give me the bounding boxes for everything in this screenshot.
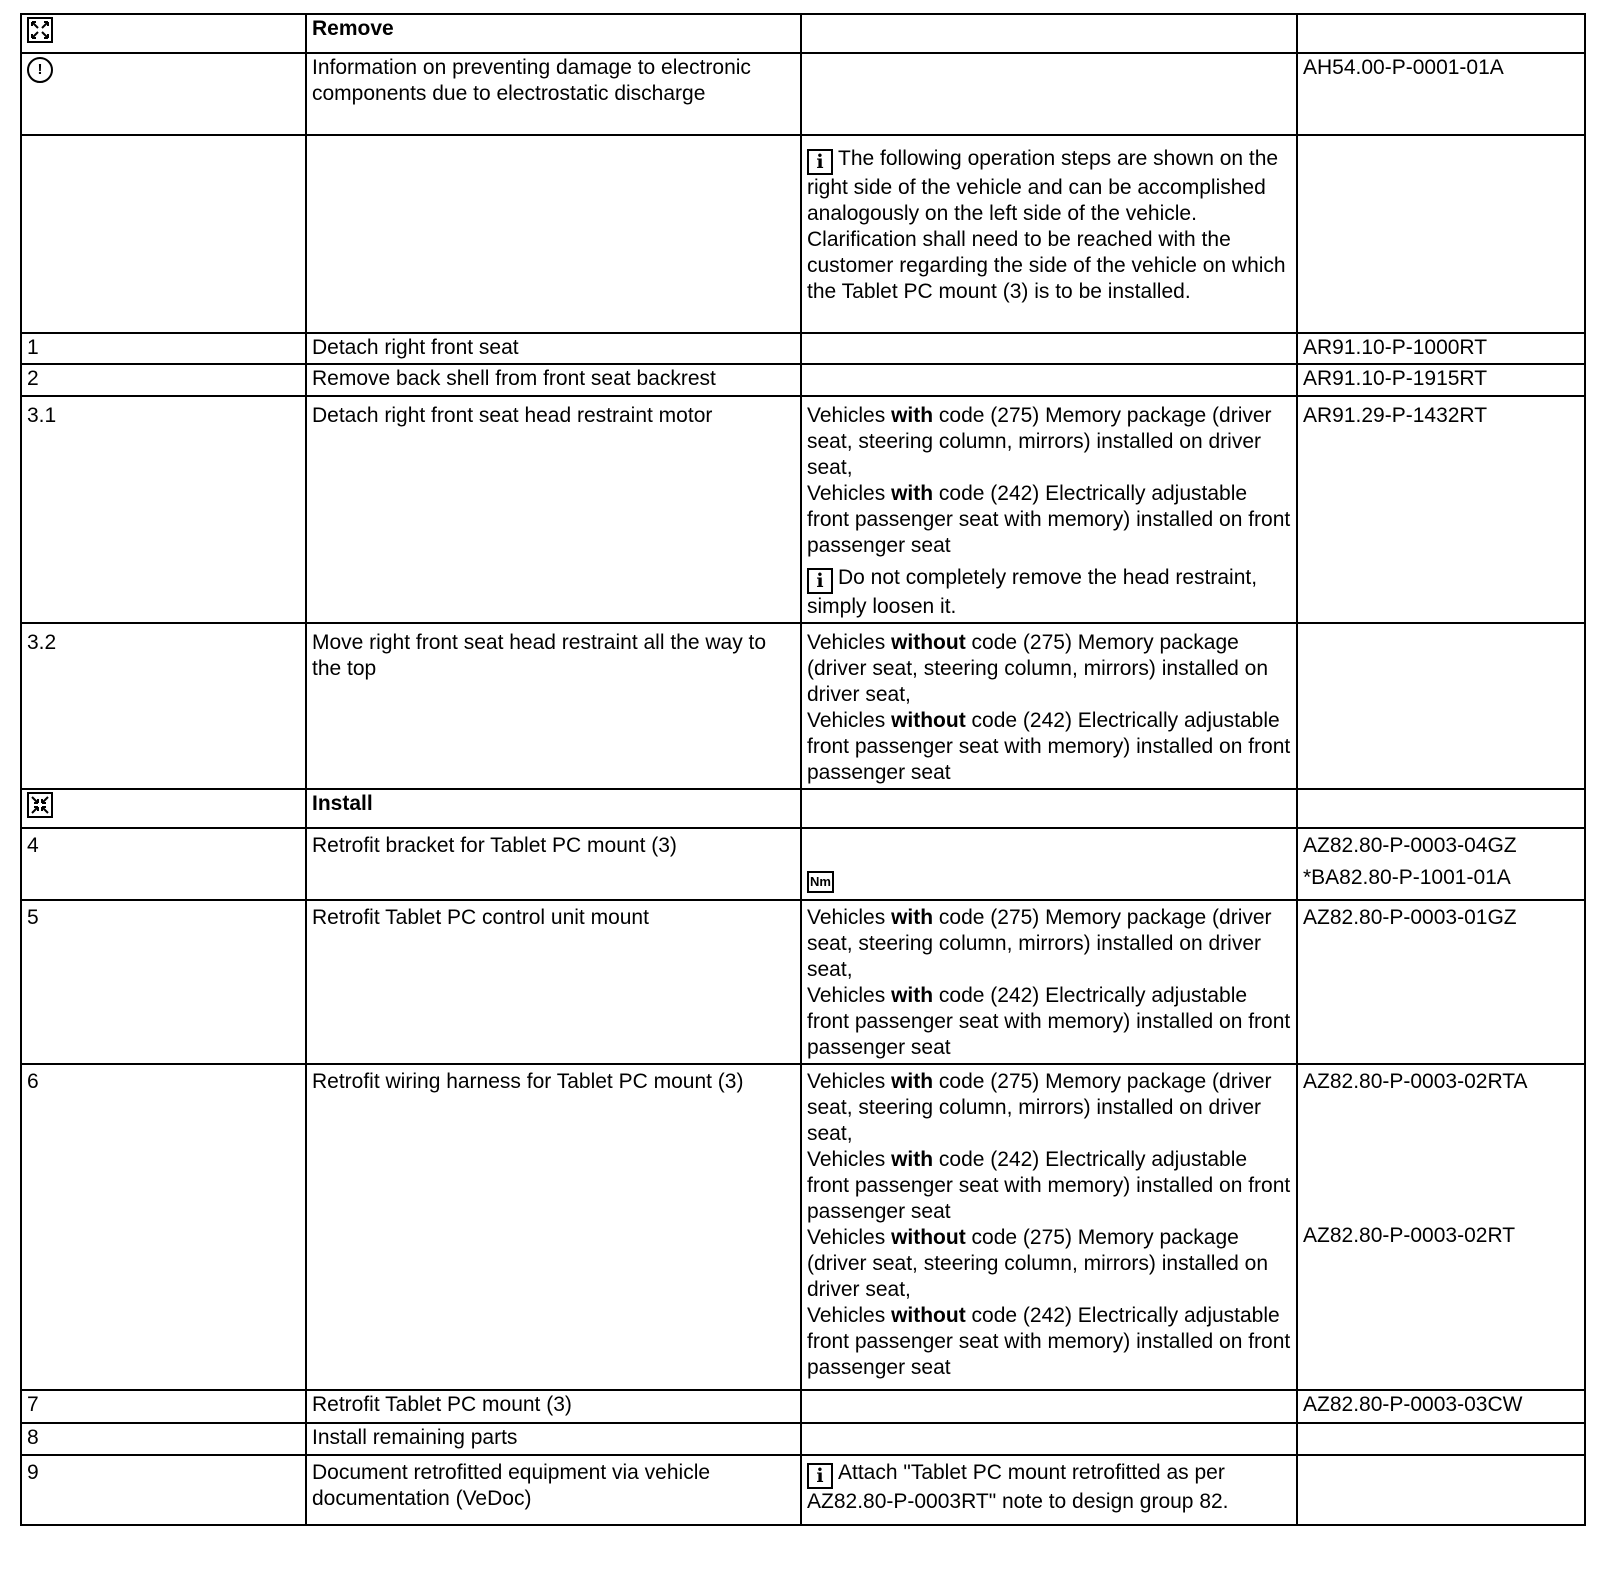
condition-text: Vehicles with code (275) Memory package (driver seat, steering column, mirrors) installed on driver seat, [807, 1070, 1272, 1145]
step-number: 5 [27, 906, 39, 929]
section-row-install [21, 789, 1585, 828]
table-row [21, 623, 1585, 789]
step-description: Information on preventing damage to electronic components due to electrostatic discharge [312, 56, 751, 105]
step-number: 3.2 [27, 631, 57, 654]
install-collapse-icon [27, 792, 53, 818]
condition-text: Vehicles without code (242) Electrically adjustable front passenger seat with memory) installed on front passenger seat [807, 1304, 1291, 1379]
step-number: 1 [27, 336, 39, 359]
remove-expand-icon [27, 17, 53, 43]
step-number: 4 [27, 834, 39, 857]
step-description: Install remaining parts [312, 1426, 518, 1449]
torque-nm-icon[interactable]: Nm [807, 871, 834, 893]
condition-text: Vehicles without code (275) Memory package (driver seat, steering column, mirrors) installed on driver seat, [807, 631, 1268, 706]
step-description: Move right front seat head restraint all the way to the top [312, 631, 767, 680]
condition-text: Vehicles with code (275) Memory package (driver seat, steering column, mirrors) installed on driver seat, [807, 906, 1272, 981]
note-text: The following operation steps are shown on the right side of the vehicle and can be accomplished analogously on the left side of the vehicle. Clarification shall need to be reached with the customer regarding the side of the vehicle on which the Tablet PC mount (3) is to be installed. [807, 147, 1286, 303]
reference-link[interactable]: AZ82.80-P-0003-04GZ [1303, 834, 1517, 857]
condition-text: Vehicles with code (275) Memory package (driver seat, steering column, mirrors) installed on driver seat, [807, 404, 1272, 479]
step-description: Retrofit wiring harness for Tablet PC mount (3) [312, 1070, 744, 1093]
reference-link[interactable]: AZ82.80-P-0003-03CW [1303, 1393, 1523, 1416]
condition-text: Vehicles with code (242) Electrically adjustable front passenger seat with memory) installed on front passenger seat [807, 984, 1291, 1059]
reference-link[interactable]: AZ82.80-P-0003-02RTA [1303, 1070, 1528, 1093]
reference-link[interactable]: AH54.00-P-0001-01A [1303, 56, 1504, 79]
reference-link[interactable]: AZ82.80-P-0003-02RT [1303, 1224, 1516, 1247]
table-row [21, 396, 1585, 623]
info-icon: i [807, 1463, 833, 1489]
reference-link[interactable]: AR91.29-P-1432RT [1303, 404, 1488, 427]
table-row [21, 53, 1585, 135]
step-number: 6 [27, 1070, 39, 1093]
table-row [21, 135, 1585, 333]
info-icon: i [807, 568, 833, 594]
step-description: Detach right front seat head restraint motor [312, 404, 713, 427]
table-row [21, 1390, 1585, 1423]
step-description: Retrofit bracket for Tablet PC mount (3) [312, 834, 677, 857]
section-title-remove: Remove [312, 17, 394, 40]
step-number: 9 [27, 1461, 39, 1484]
reference-link[interactable]: AR91.10-P-1000RT [1303, 336, 1488, 359]
table-row [21, 900, 1585, 1064]
note-text: Do not completely remove the head restraint, simply loosen it. [807, 566, 1258, 618]
step-number: 7 [27, 1393, 39, 1416]
step-description: Remove back shell from front seat backrest [312, 367, 716, 390]
table-row [21, 333, 1585, 364]
step-description: Detach right front seat [312, 336, 519, 359]
reference-link[interactable]: AZ82.80-P-0003-01GZ [1303, 906, 1517, 929]
condition-text: Vehicles without code (242) Electrically adjustable front passenger seat with memory) installed on front passenger seat [807, 709, 1291, 784]
table-row [21, 1423, 1585, 1455]
table-row [21, 1064, 1585, 1390]
section-title-install: Install [312, 792, 373, 815]
step-description: Document retrofitted equipment via vehicle documentation (VeDoc) [312, 1461, 711, 1510]
info-icon: i [807, 149, 833, 175]
condition-text: Vehicles without code (275) Memory package (driver seat, steering column, mirrors) installed on driver seat, [807, 1226, 1268, 1301]
step-number: 3.1 [27, 404, 57, 427]
table-row [21, 1455, 1585, 1525]
step-description: Retrofit Tablet PC control unit mount [312, 906, 649, 929]
table-row [21, 364, 1585, 396]
esd-warning-icon: ! [27, 57, 53, 83]
step-description: Retrofit Tablet PC mount (3) [312, 1393, 572, 1416]
procedure-table [20, 13, 1586, 1526]
condition-text: Vehicles with code (242) Electrically adjustable front passenger seat with memory) installed on front passenger seat [807, 1148, 1291, 1223]
condition-text: Vehicles with code (242) Electrically adjustable front passenger seat with memory) installed on front passenger seat [807, 482, 1291, 557]
note-text: Attach "Tablet PC mount retrofitted as per AZ82.80-P-0003RT" note to design group 82. [807, 1461, 1229, 1513]
table-row [21, 828, 1585, 900]
reference-link[interactable]: AR91.10-P-1915RT [1303, 367, 1488, 390]
section-row-remove [21, 14, 1585, 53]
step-number: 2 [27, 367, 39, 390]
reference-link[interactable]: *BA82.80-P-1001-01A [1303, 866, 1511, 889]
step-number: 8 [27, 1426, 39, 1449]
